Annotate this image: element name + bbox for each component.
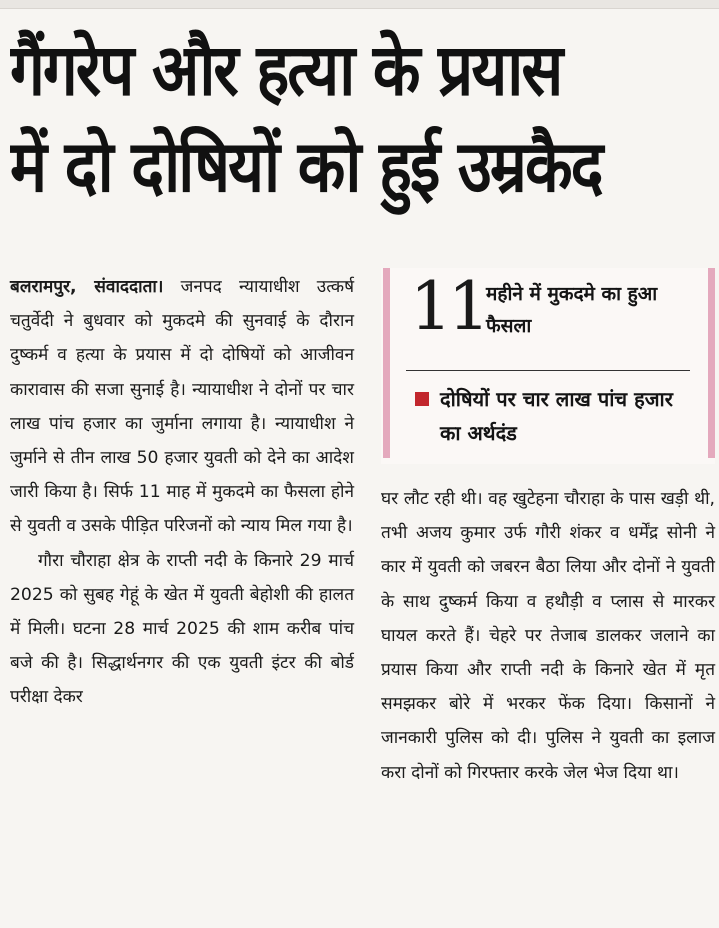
paragraph bbox=[10, 270, 354, 544]
paragraph: गौरा चौराहा क्षेत्र के राप्ती नदी के किनारे 29 मार्च 2025 को सुबह गेहूं के खेत में युवती बेहोशी की हालत में मिली। घटना 28 मार्च 2025 की शाम करीब पांच बजे की है। सिद्धार्थनगर की एक युवती इंटर की बोर्ड परीक्षा देकर bbox=[10, 550, 354, 708]
headline-line-2: में दो दोषियों को हुई उम्रकैद bbox=[10, 124, 602, 209]
bullet-square-icon bbox=[415, 392, 429, 406]
highlight-point: दोषियों पर चार लाख पांच हजार का अर्थदंड bbox=[440, 387, 673, 445]
paragraph: घर लौट रही थी। वह खुटेहना चौराहा के पास खड़ी थी, तभी अजय कुमार उर्फ गौरी शंकर व धर्मेंद्र सोनी ने कार में युवती को जबरन बैठा लिया और दोनों ने युवती के साथ दुष्कर्म किया व हथौड़ी व प्लास से मारकर घायल करते हैं। चेहरे पर तेजाब डालकर जलाने का प्रयास किया और राप्ती नदी के किनारे खेत में मृत समझकर बोरे में भरकर फेंक दिया। किसानों ने जानकारी पुलिस को दी। पुलिस ने युवती का इलाज करा दोनों को गिरफ्तार करके जेल भेज दिया था। bbox=[381, 489, 715, 783]
highlight-caption: महीने में मुकदमे का हुआ फैसला bbox=[486, 283, 658, 337]
page-top-strip bbox=[0, 0, 719, 9]
headline bbox=[10, 22, 710, 215]
highlight-bar-right bbox=[708, 268, 715, 458]
highlight-bar-left bbox=[383, 268, 390, 458]
paragraph-text: जनपद न्यायाधीश उत्कर्ष चतुर्वेदी ने बुधवार को मुकदमे की सुनवाई के दौरान दुष्कर्म व हत्या के प्रयास में दो दोषियों को आजीवन कारावास की सजा सुनाई है। न्यायाधीश ने दोनों पर चार लाख पांच हजार का जुर्माना लगाया है। न्यायाधीश ने जुर्माने से तीन लाख 50 हजार युवती को देने का आदेश जारी किया है। सिर्फ 11 माह में मुकदमे का फैसला होने से युवती व उसके पीड़ित परिजनों को न्याय मिल गया है। bbox=[10, 277, 354, 537]
dateline: बलरामपुर, संवाददाता। bbox=[10, 277, 164, 297]
article-column-1 bbox=[10, 270, 354, 715]
highlight-number: 11 bbox=[410, 268, 486, 345]
article-column-2 bbox=[381, 482, 715, 790]
headline-line-1: गैंगरेप और हत्या के प्रयास bbox=[10, 27, 562, 112]
highlight-divider bbox=[406, 370, 690, 371]
